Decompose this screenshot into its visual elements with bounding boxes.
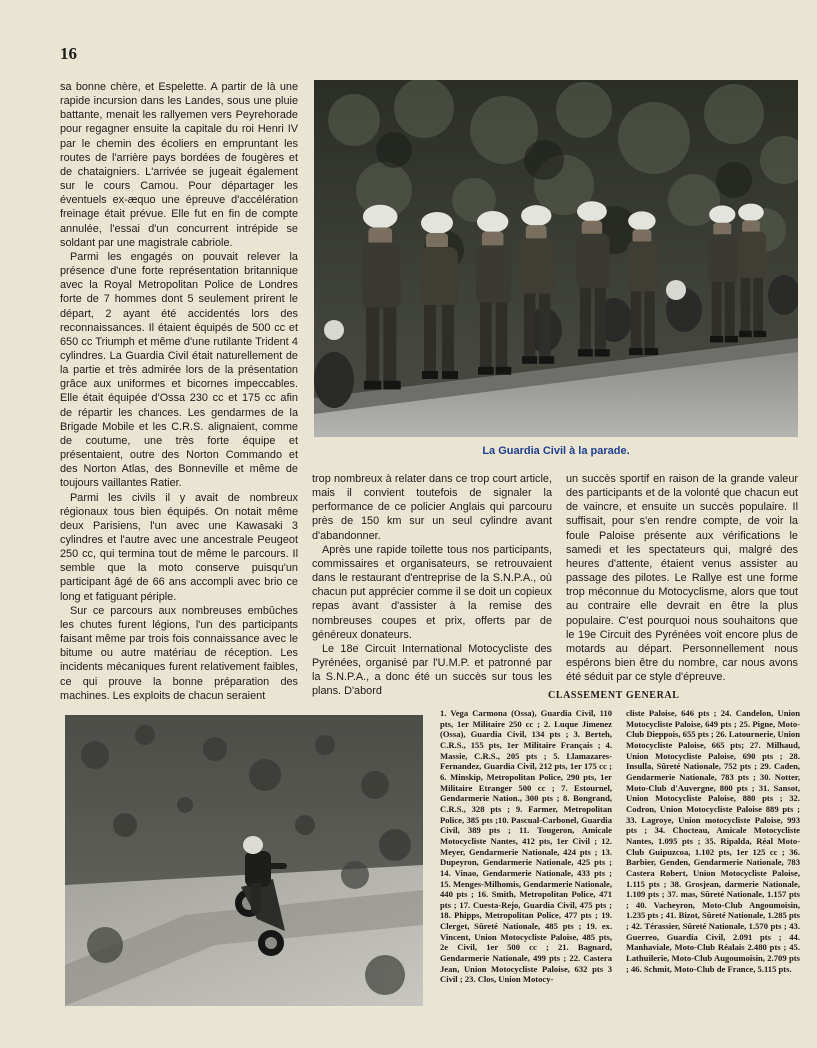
article-column-middle: [312, 472, 552, 702]
paragraph: trop nombreux à relater dans ce trop court article, mais il convient toutefois de signaler la performance de ce policier Anglais qui parcouru près de 150 km sur un seul cylindre avant d'abandonner.: [312, 473, 552, 542]
paragraph: Parmi les engagés on pouvait relever la présence d'une forte représentation britannique avec la Royal Metropolitan Police de Londres forte de 7 hommes dont 5 seulement prirent le départ, 2 ayant été accidentés lors des reconnaissances. Il étaient équipés de 500 cc et 650 cc Triumph et même d'une rutilante Trident 4 cylindres. La Guardia Civil était naturellement de la partie et très admirée lors de la présentation grâce aux uniformes et bicornes impeccables. Elle était équipée d'Ossa 230 cc et 175 cc afin de répartir les chances. Les gendarmes de la Brigade Mobile et les C.R.S. alignaient, comme de coutume, une très forte équipe et présentaient, outre des Norton Commando et des Norton Atlas, des Bonneville et même de toujours vaillantes Ratier.: [60, 250, 298, 490]
article-column-right: [566, 472, 798, 702]
paragraph: Sur ce parcours aux nombreuses embûches les chutes furent légions, l'un des participants faisant même par trois fois connaissance avec le bitume ou autre matériau de réception. Les incidents mécaniques furent relativement faibles, ce qui prouve la bonne préparation des machines. Les exploits de chacun seraient: [60, 604, 298, 702]
paragraph: Après une rapide toilette tous nos participants, commissaires et organisateurs, se retrouvaient dans le restaurant d'entreprise de la S.N.P.A., où chacun put apprécier comme il se doit un copieux repas avant d'assister à la remise des nombreuses coupes et prix, offerts par de généreux donateurs.: [312, 543, 552, 641]
results-title: CLASSEMENT GENERAL: [548, 690, 680, 701]
page-number: 16: [60, 44, 77, 63]
article-column-left: [60, 80, 298, 706]
motorcycle-rider-photo: [65, 715, 423, 1006]
results-column-2: cliste Paloise, 646 pts ; 24. Candelon, Union Motocycliste Paloise, 649 pts ; 25. Pigne, Moto-Club Dieppois, 655 pts ; 26. Latournerie, Union Motocycliste Paloise, 665 pts; 27. Milhaud, Union Motocycliste Paloise, 690 pts ; 28. Insulla, Sûreté Nationale, 752 pts ; 29. Caden, Gendarmerie Nationale, 783 pts ; 30. Notter, Moto-Club d'Auvergne, 800 pts ; 31. Sansot, Union Motocycliste Paloise, 880 pts ; 32. Codron, Union Motocycliste Paloise 889 pts ; 33. Lagroye, Union motocycliste Paloise, 993 pts ; 34. Chocteau, Amicale Motocycliste Nantes, 1.095 pts ; 35. Ripalda, Réal Moto-Club Guipuzcoa, 1.102 pts, 1er 125 cc ; 36. Barbier, Genden, Gendarmerie Nationale, 783 Castera Robert, Union Motocycliste Paloise, 1.115 pts ; 38. Grosjean, darmerie Nationale, 1.109 pts ; 37. mas, Sûreté Nationale, 1.157 pts ; 40. Vacheyron, Moto-Club Angoumoisin, 1.235 pts ; 41. Bizot, Sûreté Nationale, 1.285 pts ; 42. Térassier, Sûreté Nationale, 1.570 pts ; 43. Guerreo, Guardia Civil, 2.091 pts ; 44. Manhaviale, Moto-Club Réalais 2.480 pts ; 45. Lathuilerie, Moto-Club Augoumoisin, 2.709 pts ; 46. Schmit, Moto-Club de France, 5.115 pts.: [626, 708, 800, 974]
paragraph: Le 18e Circuit International Motocycliste des Pyrénées, organisé par l'U.M.P. et patronné par la S.N.P.A., a donc été un succès sur tous les plans. D'abord: [312, 642, 552, 698]
photo-caption: La Guardia Civil à la parade.: [482, 445, 630, 457]
paragraph: sa bonne chère, et Espelette. A partir de là une rapide incursion dans les Landes, sous une pluie battante, menait les rallyemen vers Peyrehorade pour regagner ensuite la capitale du roi Henri IV par le chemin des écoliers en empruntant les routes de l'arrière pays bordées de fougères et de chataigniers. L'arrivée se jugeait également sur le cours Camou. Pour départager les éventuels ex-æquo une épreuve d'accélération freinage était prévue. Elle fut en fin de compte annulée, l'essai d'un concurrent intrépide se soldant par une magistrale cabriole.: [60, 81, 298, 249]
guardia-civil-parade-photo: [314, 80, 798, 437]
paragraph: un succès sportif en raison de la grande valeur des participants et de la volonté que chacun eut de vaincre, et ensuite un succès populaire. Il suffisait, pour s'en rendre compte, de voir la foule Paloise présente aux vérifications le samedi et les spectateurs qui, malgré des heures d'attente, étaient venus assister au passage des pilotes. Le Rallye est une forme trop méconnue du Motocyclisme, alors que tout au contraire elle devrait en être la plus populaire. C'est pourquoi nous souhaitons que le 19e Circuit des Pyrénées voit encore plus de motards au départ. Personnellement nous espérons bien être du nombre, car nous avons été séduit par ce style d'épreuve.: [566, 473, 798, 684]
results-column-1: 1. Vega Carmona (Ossa), Guardia Civil, 110 pts, 1er Militaire 250 cc ; 2. Luque Jimenez (Ossa), Guardia Civil, 134 pts ; 3. Berteh, C.R.S., 155 pts, 1er Militaire Français ; 4. Massie, C.R.S., 205 pts ; 5. Llamazares-Fernandez, Guardia Civil, 212 pts, 1er 175 cc ; 6. Minskip, Metropolitan Police, 290 pts, 1er Militaire Etranger 500 cc ; 7. Estournel, Gendarmerie Nation., 300 pts ; 8. Bongrand, C.R.S., 328 pts ; 9. Farmer, Metropolitan Police, 385 pts ;10. Pascual-Carbonel, Guardia Civil, 389 pts ; 11. Tougeron, Amicale Motocycliste Nantes, 412 pts, 1er Civil ; 12. Meyer, Gendarmerie Nationale, 424 pts ; 13. Dupeyron, Gendarmerie Nationale, 425 pts ; 14. Vinao, Gendarmerie Nationale, 433 pts ; 15. Menges-Milhomis, Gendarmerie Nationale, 440 pts ; 16. Smith, Metropolitan Police, 471 pts ; 17. Cuesta-Rejo, Guardia Civil, 475 pts ; 18. Phipps, Metropolitan Police, 477 pts ; 19. Clerget, Sûreté Nationale, 485 pts ; 19. ex. Vincent, Union Motocycliste Paloise, 485 pts, 2e Civil, 1er 500 cc ; 21. Bagnard, Gendarmerie Nationale, 499 pts ; 22. Castera Jean, Union Motocycliste Paloise, 632 pts 3 Civil ; 23. Clos, Union Motocy-: [440, 708, 612, 985]
paragraph: Parmi les civils il y avait de nombreux régionaux tous bien équipés. On notait même deux Parisiens, l'un avec une Kawasaki 3 cylindres et l'autre avec une ancestrale Peugeot 250 cc, qui termina tout de même le parcours. Il semble que la moto conserve puisqu'un participant âgé de 66 ans accompli avec brio ce long et fatiguant périple.: [60, 491, 298, 603]
